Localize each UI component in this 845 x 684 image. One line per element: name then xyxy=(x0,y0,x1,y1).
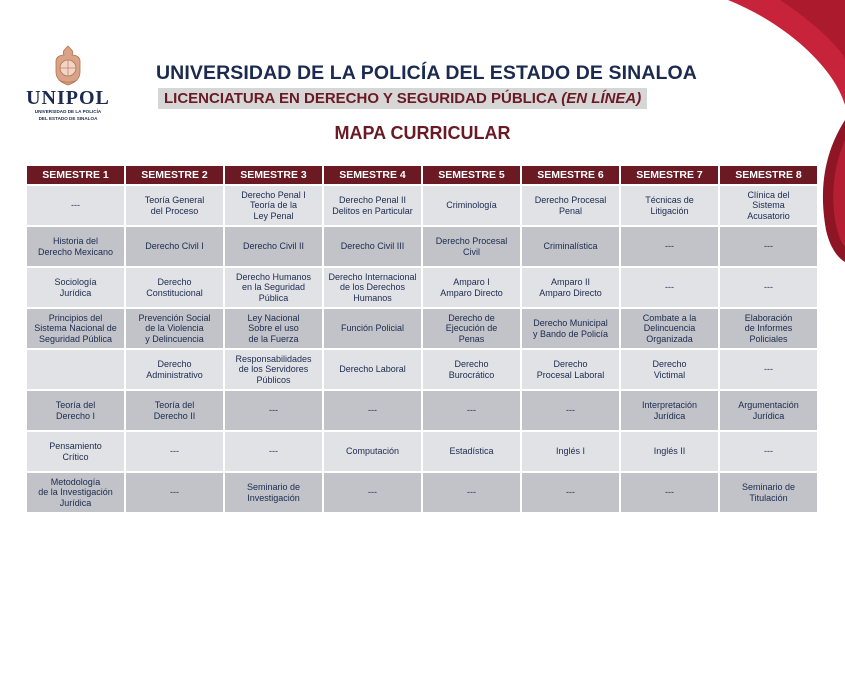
course-cell: Derecho Constitucional xyxy=(126,268,223,307)
course-cell: Teoría General del Proceso xyxy=(126,186,223,225)
course-cell: --- xyxy=(522,473,619,512)
course-cell: Derecho Victimal xyxy=(621,350,718,389)
course-cell: Seminario de Investigación xyxy=(225,473,322,512)
course-cell: Computación xyxy=(324,432,421,471)
seal-icon xyxy=(51,44,85,86)
semester-header-7: SEMESTRE 7 xyxy=(621,166,718,184)
course-cell: Función Policial xyxy=(324,309,421,348)
course-cell: --- xyxy=(621,473,718,512)
table-row xyxy=(27,186,817,225)
table-row xyxy=(27,391,817,430)
course-cell: Historia del Derecho Mexicano xyxy=(27,227,124,266)
table-row xyxy=(27,350,817,389)
course-cell: Derecho Civil I xyxy=(126,227,223,266)
course-cell: --- xyxy=(621,227,718,266)
course-cell: Combate a la Delincuencia Organizada xyxy=(621,309,718,348)
semester-header-4: SEMESTRE 4 xyxy=(324,166,421,184)
course-cell: Derecho Procesal Penal xyxy=(522,186,619,225)
course-cell: --- xyxy=(720,227,817,266)
logo-subtitle-line-2: DEL ESTADO DE SINALOA xyxy=(38,115,98,121)
course-cell: Amparo II Amparo Directo xyxy=(522,268,619,307)
course-cell: Derecho Civil II xyxy=(225,227,322,266)
course-cell: Técnicas de Litigación xyxy=(621,186,718,225)
course-cell: Seminario de Titulación xyxy=(720,473,817,512)
course-cell: Derecho Penal II Delitos en Particular xyxy=(324,186,421,225)
table-row xyxy=(27,309,817,348)
table-row xyxy=(27,268,817,307)
table-row xyxy=(27,432,817,471)
course-cell: Derecho Procesal Laboral xyxy=(522,350,619,389)
course-cell: --- xyxy=(423,473,520,512)
course-cell: Pensamiento Crítico xyxy=(27,432,124,471)
course-cell: Ley Nacional Sobre el uso de la Fuerza xyxy=(225,309,322,348)
course-cell: Clínica del Sistema Acusatorio xyxy=(720,186,817,225)
table-row xyxy=(27,473,817,512)
course-cell: Sociología Jurídica xyxy=(27,268,124,307)
course-cell: --- xyxy=(720,350,817,389)
course-cell: --- xyxy=(423,391,520,430)
program-subtitle xyxy=(158,88,647,109)
logo-name: UNIPOL xyxy=(26,87,110,109)
course-cell: Derecho Civil III xyxy=(324,227,421,266)
unipol-logo xyxy=(22,44,114,121)
page-title: UNIVERSIDAD DE LA POLICÍA DEL ESTADO DE SINALOA xyxy=(156,62,697,84)
curriculum-table xyxy=(25,164,819,514)
semester-header-1: SEMESTRE 1 xyxy=(27,166,124,184)
course-cell: Teoría del Derecho II xyxy=(126,391,223,430)
course-cell: --- xyxy=(324,391,421,430)
course-cell: --- xyxy=(126,432,223,471)
course-cell: Argumentación Jurídica xyxy=(720,391,817,430)
semester-header-6: SEMESTRE 6 xyxy=(522,166,619,184)
program-name: LICENCIATURA EN DERECHO Y SEGURIDAD PÚBLICA xyxy=(164,90,558,107)
course-cell: Amparo I Amparo Directo xyxy=(423,268,520,307)
course-cell: --- xyxy=(720,432,817,471)
course-cell: Criminología xyxy=(423,186,520,225)
program-modality: (EN LÍNEA) xyxy=(561,90,642,107)
course-cell: --- xyxy=(126,473,223,512)
course-cell: Criminalística xyxy=(522,227,619,266)
course-cell: Derecho Administrativo xyxy=(126,350,223,389)
course-cell: Principios del Sistema Nacional de Seguridad Pública xyxy=(27,309,124,348)
table-row xyxy=(27,227,817,266)
course-cell: Derecho Burocrático xyxy=(423,350,520,389)
course-cell: Teoría del Derecho I xyxy=(27,391,124,430)
course-cell: --- xyxy=(621,268,718,307)
course-cell: Elaboración de Informes Policiales xyxy=(720,309,817,348)
course-cell: Prevención Social de la Violencia y Delincuencia xyxy=(126,309,223,348)
logo-subtitle-line-1: UNIVERSIDAD DE LA POLICÍA xyxy=(34,109,102,114)
course-cell: --- xyxy=(324,473,421,512)
semester-header-2: SEMESTRE 2 xyxy=(126,166,223,184)
course-cell: --- xyxy=(522,391,619,430)
course-cell: Estadística xyxy=(423,432,520,471)
course-cell: --- xyxy=(225,432,322,471)
map-title: MAPA CURRICULAR xyxy=(334,123,511,143)
course-cell: --- xyxy=(225,391,322,430)
course-cell: Derecho Municipal y Bando de Policía xyxy=(522,309,619,348)
semester-header-5: SEMESTRE 5 xyxy=(423,166,520,184)
course-cell: Metodología de la Investigación Jurídica xyxy=(27,473,124,512)
course-cell: --- xyxy=(720,268,817,307)
course-cell: Derecho Procesal Civil xyxy=(423,227,520,266)
course-cell: Inglés II xyxy=(621,432,718,471)
course-cell: Derecho Internacional de los Derechos Humanos xyxy=(324,268,421,307)
course-cell: Inglés I xyxy=(522,432,619,471)
semester-header-row xyxy=(27,166,817,184)
semester-header-8: SEMESTRE 8 xyxy=(720,166,817,184)
course-cell: Derecho Humanos en la Seguridad Pública xyxy=(225,268,322,307)
course-cell: Derecho Penal I Teoría de la Ley Penal xyxy=(225,186,322,225)
course-cell: Derecho Laboral xyxy=(324,350,421,389)
semester-header-3: SEMESTRE 3 xyxy=(225,166,322,184)
course-cell: Derecho de Ejecución de Penas xyxy=(423,309,520,348)
course-cell: --- xyxy=(27,186,124,225)
course-cell xyxy=(27,350,124,389)
course-cell: Responsabilidades de los Servidores Públicos xyxy=(225,350,322,389)
course-cell: Interpretación Jurídica xyxy=(621,391,718,430)
